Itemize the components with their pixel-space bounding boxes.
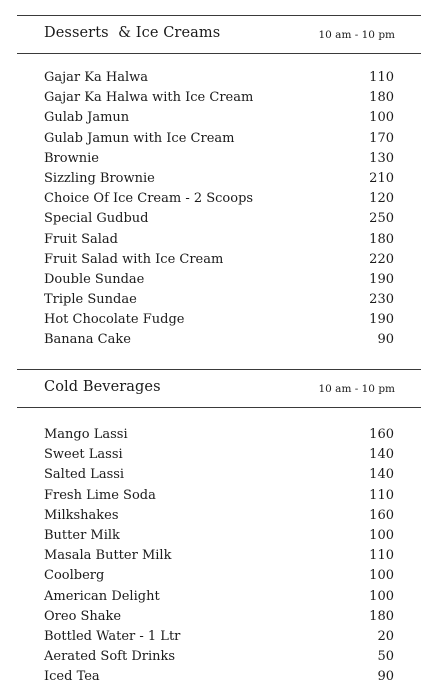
menu-item-name: Brownie bbox=[44, 150, 99, 166]
menu-item-name: Fruit Salad bbox=[44, 231, 119, 247]
menu-item-price: 180 bbox=[369, 90, 394, 106]
section-title: Desserts & Ice Creams bbox=[44, 25, 221, 41]
section-title: Cold Beverages bbox=[44, 379, 161, 395]
menu-item-price: 100 bbox=[369, 568, 394, 584]
menu-item bbox=[44, 667, 394, 687]
menu-item bbox=[44, 587, 394, 607]
menu-item-price: 90 bbox=[377, 332, 394, 348]
menu-item-price: 210 bbox=[369, 170, 394, 186]
menu-item bbox=[44, 465, 394, 485]
menu-item-price: 190 bbox=[369, 271, 394, 287]
menu-item-name: Banana Cake bbox=[44, 332, 131, 348]
menu-item-price: 140 bbox=[369, 447, 394, 463]
menu-item-name: Special Gudbud bbox=[44, 211, 149, 227]
menu-item-price: 100 bbox=[369, 110, 394, 126]
menu-item-price: 160 bbox=[369, 507, 394, 523]
menu-item-name: Butter Milk bbox=[44, 527, 120, 543]
menu-item bbox=[44, 310, 394, 330]
menu-item-name: Oreo Shake bbox=[44, 608, 122, 624]
section-cold-beverages bbox=[0, 355, 436, 700]
menu-item-name: Sweet Lassi bbox=[44, 447, 123, 463]
menu-item-price: 140 bbox=[369, 467, 394, 483]
menu-item bbox=[44, 169, 394, 189]
menu-item bbox=[44, 546, 394, 566]
menu-item-name: Sizzling Brownie bbox=[44, 170, 155, 186]
menu-item bbox=[44, 607, 394, 627]
menu-item-name: Gajar Ka Halwa bbox=[44, 70, 148, 85]
menu-item bbox=[44, 290, 394, 310]
menu-item-price: 170 bbox=[369, 130, 394, 146]
menu-item-price: 90 bbox=[377, 669, 394, 685]
menu-item-price: 110 bbox=[369, 487, 394, 503]
menu-item-list bbox=[44, 425, 394, 687]
menu-item bbox=[44, 330, 394, 350]
menu-item-price: 50 bbox=[377, 649, 394, 665]
menu-item bbox=[44, 566, 394, 586]
menu-item-price: 100 bbox=[369, 527, 394, 543]
menu-item-name: Gajar Ka Halwa with Ice Cream bbox=[44, 90, 254, 106]
menu-item-price: 190 bbox=[369, 312, 394, 328]
menu-item-price: 230 bbox=[369, 292, 394, 308]
menu-item-list bbox=[44, 68, 394, 351]
section-header-rule bbox=[17, 53, 421, 54]
menu-item bbox=[44, 526, 394, 546]
menu-item-name: Fresh Lime Soda bbox=[44, 487, 156, 503]
menu-item bbox=[44, 189, 394, 209]
menu-item bbox=[44, 68, 394, 88]
menu-item bbox=[44, 486, 394, 506]
menu-item-name: Gulab Jamun bbox=[44, 110, 130, 126]
menu-item bbox=[44, 506, 394, 526]
menu-item bbox=[44, 209, 394, 229]
section-header-rule bbox=[17, 407, 421, 408]
menu-item bbox=[44, 270, 394, 290]
menu-item-name: Fruit Salad with Ice Cream bbox=[44, 251, 224, 267]
menu-item-price: 180 bbox=[369, 231, 394, 247]
menu-item-name: Coolberg bbox=[44, 568, 105, 584]
section-top-rule bbox=[17, 369, 421, 370]
section-hours: 10 am - 10 pm bbox=[318, 383, 395, 395]
menu-item-price: 250 bbox=[369, 211, 394, 227]
menu-item-name: Bottled Water - 1 Ltr bbox=[44, 628, 181, 644]
menu-item bbox=[44, 88, 394, 108]
menu-item-price: 160 bbox=[369, 427, 394, 442]
menu-item-name: Double Sundae bbox=[44, 271, 145, 287]
menu-item-price: 20 bbox=[377, 628, 394, 644]
menu-item bbox=[44, 425, 394, 445]
menu-item bbox=[44, 647, 394, 667]
menu-item-name: Aerated Soft Drinks bbox=[44, 649, 176, 665]
menu-item-name: American Delight bbox=[44, 588, 160, 604]
menu-item bbox=[44, 149, 394, 169]
menu-item-price: 120 bbox=[369, 191, 394, 207]
section-hours: 10 am - 10 pm bbox=[318, 29, 395, 41]
menu-item-name: Choice Of Ice Cream - 2 Scoops bbox=[44, 191, 254, 207]
menu-item-price: 220 bbox=[369, 251, 394, 267]
menu-item-name: Iced Tea bbox=[44, 669, 100, 685]
menu-item bbox=[44, 445, 394, 465]
menu-item-name: Hot Chocolate Fudge bbox=[44, 312, 185, 328]
menu-item bbox=[44, 230, 394, 250]
menu-item-name: Masala Butter Milk bbox=[44, 548, 172, 564]
menu-item bbox=[44, 627, 394, 647]
menu-item-price: 110 bbox=[369, 548, 394, 564]
menu-item bbox=[44, 129, 394, 149]
menu-item-price: 130 bbox=[369, 150, 394, 166]
menu-item-name: Salted Lassi bbox=[44, 467, 125, 483]
menu-item bbox=[44, 108, 394, 128]
section-top-rule bbox=[17, 15, 421, 16]
menu-item-name: Mango Lassi bbox=[44, 427, 128, 442]
menu-item-price: 100 bbox=[369, 588, 394, 604]
menu-item bbox=[44, 250, 394, 270]
menu-item-price: 110 bbox=[369, 70, 394, 85]
menu-item-price: 180 bbox=[369, 608, 394, 624]
menu-item-name: Triple Sundae bbox=[44, 292, 137, 308]
menu-item-name: Gulab Jamun with Ice Cream bbox=[44, 130, 235, 146]
menu-item-name: Milkshakes bbox=[44, 507, 119, 523]
